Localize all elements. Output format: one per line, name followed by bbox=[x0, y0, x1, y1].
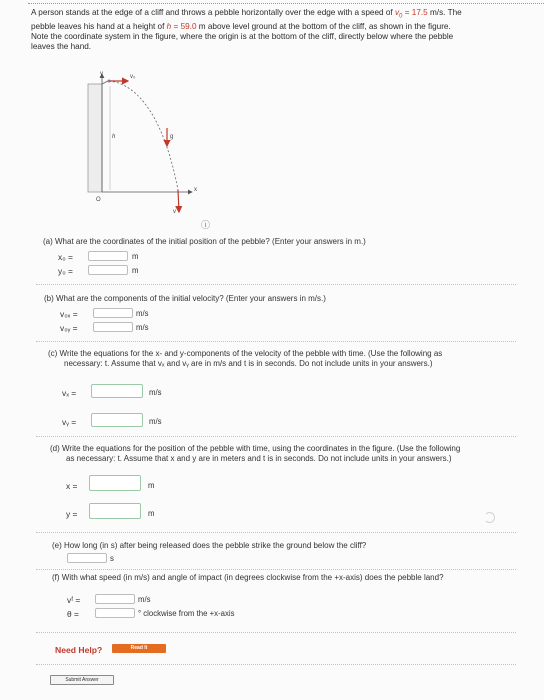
need-help-label: Need Help? bbox=[55, 645, 103, 655]
v0-unit: m/s. The bbox=[427, 8, 462, 17]
problem-statement bbox=[31, 8, 531, 52]
y-unit: m bbox=[148, 509, 155, 518]
divider bbox=[36, 632, 516, 633]
cliff-shape bbox=[88, 84, 102, 192]
submit-answer-button[interactable]: Submit Answer bbox=[50, 675, 114, 685]
trajectory-path bbox=[109, 81, 178, 190]
x0-unit: m bbox=[132, 252, 139, 261]
read-it-button[interactable]: Read It bbox=[112, 644, 166, 653]
y-equation-input[interactable] bbox=[89, 503, 141, 519]
x0-input[interactable] bbox=[88, 251, 128, 261]
divider bbox=[36, 284, 516, 285]
v0-subscript: 0 bbox=[399, 13, 403, 20]
part-a-question: (a) What are the coordinates of the initial position of the pebble? (Enter your answers in m.) bbox=[43, 237, 366, 246]
divider bbox=[36, 436, 516, 437]
y-axis-label: y bbox=[100, 71, 103, 77]
part-f-vf-label: vᶠ = bbox=[67, 595, 81, 605]
v0-value: 17.5 bbox=[411, 8, 428, 17]
cliff-figure bbox=[80, 62, 205, 217]
v0-symbol: v bbox=[394, 8, 400, 17]
part-c-question-line2: necessary: t. Assume that vₓ and vᵧ are in m/s and t is in seconds. Do not include units in your answers.) bbox=[64, 359, 433, 368]
divider bbox=[36, 569, 516, 570]
impact-angle-input[interactable] bbox=[95, 608, 135, 618]
h-symbol: h bbox=[166, 21, 172, 31]
h-rest: m above level ground at the bottom of the cliff, as shown in the figure. bbox=[196, 21, 451, 31]
part-c-vx-label: vₓ = bbox=[62, 388, 77, 398]
part-f-theta-label: θ = bbox=[67, 609, 79, 619]
v0-equals: = bbox=[402, 8, 412, 17]
divider bbox=[36, 341, 516, 342]
part-d-y-label: y = bbox=[66, 509, 78, 519]
v0y-unit: m/s bbox=[136, 323, 149, 332]
hand-shape bbox=[102, 81, 108, 84]
final-velocity-arrow bbox=[178, 190, 179, 212]
divider bbox=[36, 664, 516, 665]
part-b-v0y-label: v₀ᵧ = bbox=[60, 323, 78, 333]
problem-text-4: leaves the hand. bbox=[31, 42, 92, 52]
part-c-vy-label: vᵧ = bbox=[62, 417, 77, 427]
vx-unit: m/s bbox=[149, 388, 162, 397]
refresh-icon bbox=[484, 512, 495, 523]
y0-input[interactable] bbox=[88, 265, 128, 275]
h-value: 59.0 bbox=[180, 21, 197, 31]
final-speed-unit: m/s bbox=[138, 595, 151, 604]
final-speed-input[interactable] bbox=[95, 594, 135, 604]
x-unit: m bbox=[148, 481, 155, 490]
time-unit: s bbox=[110, 554, 114, 563]
h-equals: = bbox=[171, 21, 181, 31]
impact-angle-unit: ° clockwise from the +x-axis bbox=[138, 609, 235, 618]
vy-unit: m/s bbox=[149, 417, 162, 426]
v0x-unit: m/s bbox=[136, 309, 149, 318]
x-equation-input[interactable] bbox=[89, 475, 141, 491]
part-d-x-label: x = bbox=[66, 481, 78, 491]
part-a-y0-label: y₀ = bbox=[58, 266, 73, 276]
part-e-question: (e) How long (in s) after being released does the pebble strike the ground below the cliff? bbox=[52, 541, 367, 550]
v0-label: v₀ bbox=[130, 74, 136, 80]
vy-equation-input[interactable] bbox=[91, 413, 143, 427]
info-icon[interactable]: ⓘ bbox=[201, 220, 211, 230]
v0x-input[interactable] bbox=[93, 308, 133, 318]
divider bbox=[36, 532, 516, 533]
y0-unit: m bbox=[132, 266, 139, 275]
top-divider bbox=[28, 3, 544, 4]
v0y-input[interactable] bbox=[93, 322, 133, 332]
time-input[interactable] bbox=[67, 553, 107, 563]
part-d-question-line1: (d) Write the equations for the position of the pebble with time, using the coordinates in the figure. (Use the following bbox=[50, 444, 461, 453]
g-label: g bbox=[170, 134, 174, 140]
part-f-question: (f) With what speed (in m/s) and angle of impact (in degrees clockwise from the +x-axis) does the pebble land? bbox=[52, 573, 444, 582]
x-axis-label: x bbox=[194, 187, 197, 193]
vx-equation-input[interactable] bbox=[91, 384, 143, 398]
problem-text-2: pebble leaves his hand at a height of bbox=[31, 21, 167, 31]
problem-text-3: Note the coordinate system in the figure, where the origin is at the bottom of the cliff, directly below where the pebble bbox=[31, 32, 454, 42]
problem-text-1: A person stands at the edge of a cliff and throws a pebble horizontally over the edge with a speed of bbox=[31, 8, 395, 17]
h-label: h bbox=[112, 134, 116, 140]
part-a-x0-label: x₀ = bbox=[58, 252, 73, 262]
part-b-question: (b) What are the components of the initial velocity? (Enter your answers in m/s.) bbox=[44, 294, 326, 303]
part-d-question-line2: as necessary: t. Assume that x and y are in meters and t is in seconds. Do not include units in your answers.) bbox=[66, 454, 452, 463]
part-c-question-line1: (c) Write the equations for the x- and y-components of the velocity of the pebble with time. (Use the following as bbox=[48, 349, 443, 358]
v-label: v bbox=[173, 209, 176, 215]
part-b-v0x-label: v₀ₓ = bbox=[60, 309, 78, 319]
origin-label: O bbox=[96, 197, 101, 203]
